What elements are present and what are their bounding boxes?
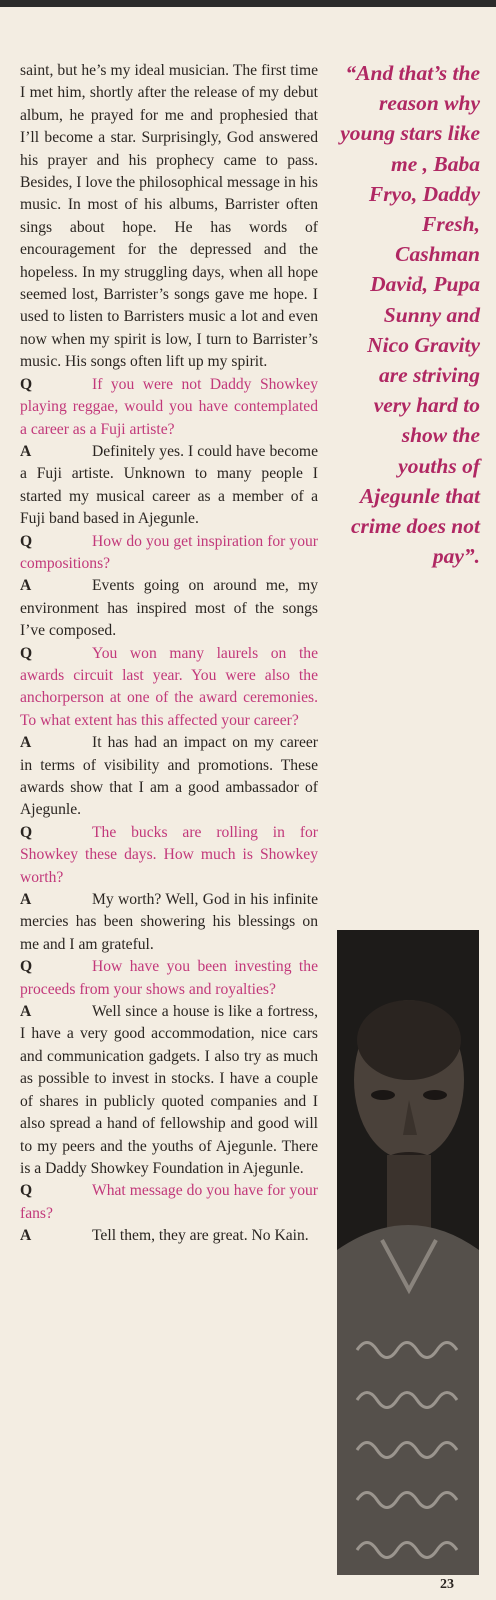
- answer-text: Definitely yes. I could have become a Fuji artiste. Unknown to many people I started my musical career as a member of a Fuji band based in Ajegunle.: [20, 442, 318, 528]
- question-marker: Q: [20, 1182, 33, 1200]
- question-marker: Q: [20, 958, 33, 976]
- answer: [20, 575, 318, 642]
- answer: [20, 889, 318, 956]
- answer: [20, 441, 318, 531]
- question-marker: Q: [20, 823, 33, 841]
- question-text: If you were not Daddy Showkey playing reggae, would you have contemplated a career as a Fuji artiste?: [20, 375, 318, 438]
- answer-text: Events going on around me, my environment has inspired most of the songs I’ve composed.: [20, 577, 318, 640]
- pull-quote: “And that’s the reason why young stars like me , Baba Fryo, Daddy Fresh, Cashman David, Pupa Sunny and Nico Gravity are striving very hard to show the youths of Ajegunle that crime does not pay”.: [340, 61, 480, 569]
- question: [20, 1180, 318, 1225]
- question-marker: Q: [20, 532, 33, 550]
- question-text: How do you get inspiration for your compositions?: [20, 532, 318, 572]
- page-number: 23: [440, 1577, 454, 1592]
- answer-marker: A: [20, 577, 32, 595]
- answer-marker: A: [20, 442, 32, 460]
- qa-list: [20, 374, 318, 1248]
- answer-text: Tell them, they are great. No Kain.: [92, 1227, 309, 1245]
- answer-marker: A: [20, 891, 32, 909]
- answer-marker: A: [20, 734, 32, 752]
- question-marker: Q: [20, 375, 33, 393]
- answer-marker: A: [20, 1003, 32, 1021]
- question: [20, 531, 318, 576]
- answer: [20, 732, 318, 822]
- answer-text: Well since a house is like a fortress, I have a very good accommodation, nice cars and communication gadgets. I also try as much as possible to invest in stocks. I have a couple of shares in publicly quoted companies and I also spread a hand of fellowship and good will to my peers and the youths of Ajegunle. There is a Daddy Showkey Foundation in Ajegunle.: [20, 1003, 318, 1177]
- question-text: The bucks are rolling in for Showkey these days. How much is Showkey worth?: [20, 823, 318, 886]
- top-rule: [0, 0, 496, 7]
- question-text: You won many laurels on the awards circuit last year. You were also the anchorperson at one of the award ceremonies. To what extent has this affected your career?: [20, 644, 318, 729]
- answer-text: My worth? Well, God in his infinite mercies has been showering his blessings on me and I am grateful.: [20, 891, 318, 953]
- answer: [20, 1225, 318, 1247]
- question: [20, 956, 318, 1001]
- question-marker: Q: [20, 644, 33, 662]
- article-lead: saint, but he’s my ideal musician. The first time I met him, shortly after the release of my debut album, he prayed for me and prophesied that I’ll become a star. Surprisingly, God answered his prayer and his prophecy came to pass. Besides, I love the philosophical message in his music. In most of his albums, Barrister often sings about hope. He has words of encouragement for the depressed and the hopeless. In my struggling days, when all hope seemed lost, Barrister’s songs gave me hope. I used to listen to Barristers music a lot and even now when my spirit is low, I turn to Barrister’s music. His songs often lift up my spirit.: [20, 62, 318, 371]
- answer: [20, 1001, 318, 1180]
- question: [20, 822, 318, 889]
- article-body: [20, 60, 318, 1248]
- question: [20, 374, 318, 441]
- question-text: What message do you have for your fans?: [20, 1182, 318, 1222]
- answer-marker: A: [20, 1227, 32, 1245]
- question: [20, 643, 318, 733]
- answer-text: It has had an impact on my career in terms of visibility and promotions. These awards show that I am a good ambassador of Ajegunle.: [20, 734, 318, 819]
- portrait-photo: [337, 930, 479, 1575]
- question-text: How have you been investing the proceeds from your shows and royalties?: [20, 958, 318, 998]
